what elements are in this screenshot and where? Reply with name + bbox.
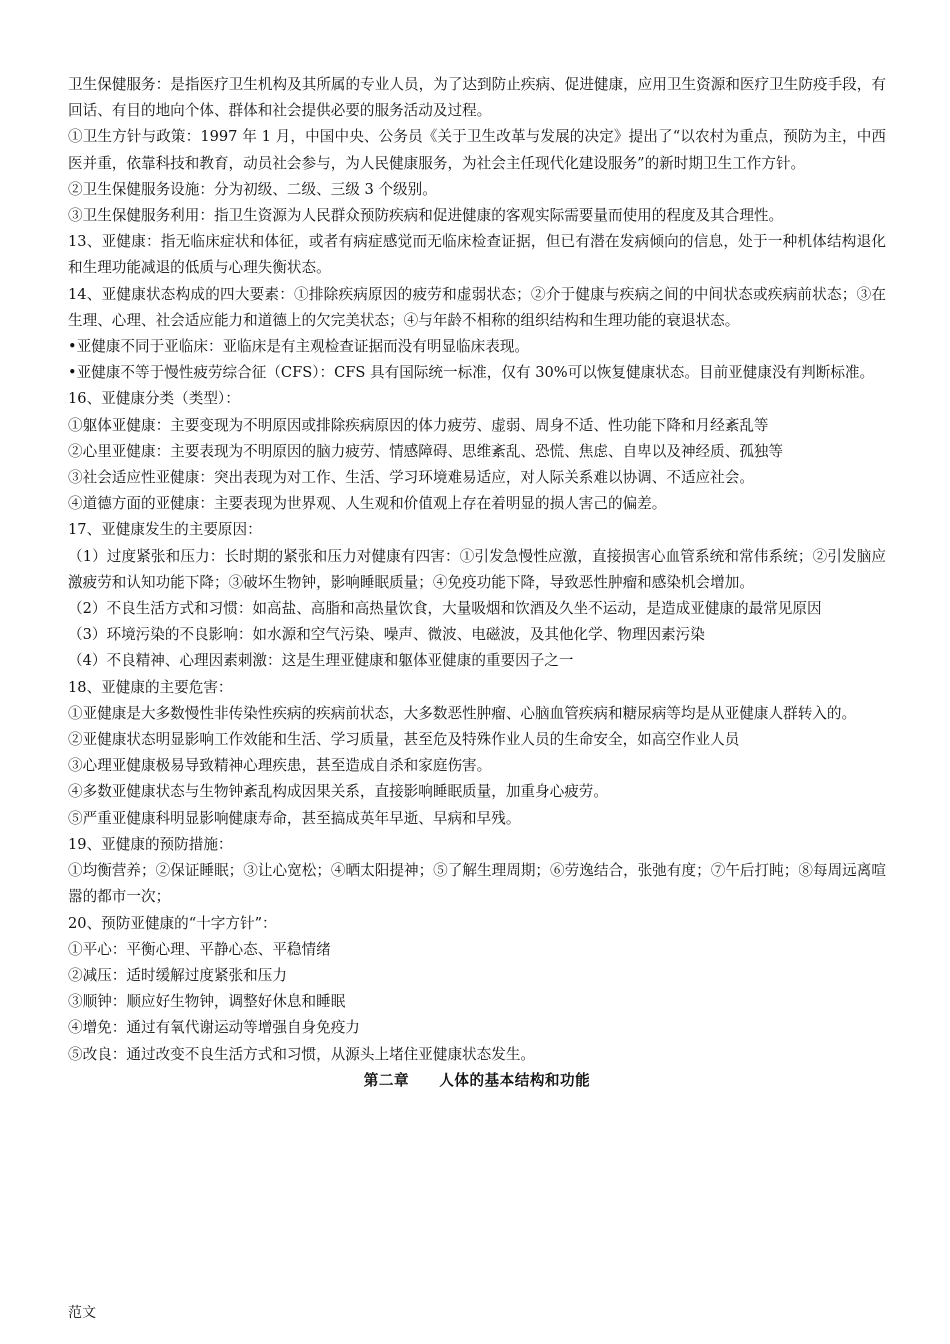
paragraph-policy: ①卫生方针与政策：1997 年 1 月，中国中央、公务员《关于卫生改革与发展的决定》提出了“以农村为重点，预防为主，中西医并重，依靠科技和教育，动员社会参与，为人民健康服务，为社会主任现代化建设服务”的新时期卫生工作方针。 bbox=[68, 128, 886, 172]
list-item: ④多数亚健康状态与生物钟紊乱构成因果关系，直接影响睡眠质量，加重身心疲劳。 bbox=[68, 783, 608, 801]
heading-16-classification: 16、亚健康分类（类型）： bbox=[68, 390, 240, 408]
heading-18-harms: 18、亚健康的主要危害： bbox=[68, 678, 233, 696]
document-body bbox=[68, 72, 886, 1094]
list-item: ③顺钟：顺应好生物钟，调整好休息和睡眠 bbox=[68, 993, 346, 1011]
paragraph-14-elements: 14、亚健康状态构成的四大要素：①排除疾病原因的疲劳和虚弱状态；②介于健康与疾病之间的中间状态或疾病前状态；③在生理、心理、社会适应能力和道德上的欠完美状态；④与年龄不相称的组织结构和生理功能的衰退状态。 bbox=[68, 285, 886, 329]
list-item: ①平心：平衡心理、平静心态、平稳情绪 bbox=[68, 940, 331, 958]
list-item: ②减压：适时缓解过度紧张和压力 bbox=[68, 966, 287, 984]
list-item: （2）不良生活方式和习惯：如高盐、高脂和高热量饮食，大量吸烟和饮酒及久坐不运动，是造成亚健康的最常见原因 bbox=[68, 600, 822, 618]
paragraph-utilization: ③卫生保健服务利用：指卫生资源为人民群众预防疾病和促进健康的客观实际需要量而使用的程度及其合理性。 bbox=[68, 207, 784, 225]
list-item: （3）环境污染的不良影响：如水源和空气污染、噪声、微波、电磁波，及其他化学、物理因素污染 bbox=[68, 626, 705, 644]
bullet-cfs: •亚健康不等于慢性疲劳综合征（CFS）：CFS 具有国际统一标准，仅有 30%可以恢复健康状态。目前亚健康没有判断标准。 bbox=[68, 364, 875, 382]
bullet-subclinical: •亚健康不同于亚临床：亚临床是有主观检查证据而没有明显临床表现。 bbox=[68, 338, 530, 356]
heading-20-ten-words: 20、预防亚健康的“十字方针”： bbox=[68, 914, 277, 932]
list-item: ②亚健康状态明显影响工作效能和生活、学习质量，甚至危及特殊作业人员的生命安全，如高空作业人员 bbox=[68, 731, 740, 749]
list-item: ④增免：通过有氧代谢运动等增强自身免疫力 bbox=[68, 1019, 360, 1037]
list-item: （4）不良精神、心理因素刺激：这是生理亚健康和躯体亚健康的重要因子之一 bbox=[68, 652, 574, 670]
list-item: （1）过度紧张和压力：长时期的紧张和压力对健康有四害：①引发急慢性应激，直接损害心血管系统和常伟系统；②引发脑应激疲劳和认知功能下降；③破坏生物钟，影响睡眠质量；④免疫功能下降，导致恶性肿瘤和感染机会增加。 bbox=[68, 547, 886, 591]
paragraph-13-subhealth: 13、亚健康：指无临床症状和体征，或者有病症感觉而无临床检查证据，但已有潜在发病倾向的信息，处于一种机体结构退化和生理功能减退的低质与心理失衡状态。 bbox=[68, 233, 886, 277]
paragraph-health-service: 卫生保健服务：是指医疗卫生机构及其所属的专业人员，为了达到防止疾病、促进健康，应用卫生资源和医疗卫生防疫手段，有回话、有目的地向个体、群体和社会提供必要的服务活动及过程。 bbox=[68, 76, 886, 120]
list-item: ④道德方面的亚健康：主要表现为世界观、人生观和价值观上存在着明显的损人害己的偏差。 bbox=[68, 495, 667, 513]
list-item: ⑤改良：通过改变不良生活方式和习惯，从源头上堵住亚健康状态发生。 bbox=[68, 1045, 536, 1063]
list-item: ②心里亚健康：主要表现为不明原因的脑力疲劳、情感障碍、思维紊乱、恐慌、焦虑、自卑以及神经质、孤独等 bbox=[68, 442, 784, 460]
list-item: ③心理亚健康极易导致精神心理疾患，甚至造成自杀和家庭伤害。 bbox=[68, 757, 492, 775]
list-item: ①亚健康是大多数慢性非传染性疾病的疾病前状态，大多数恶性肿瘤、心脑血管疾病和糖尿病等均是从亚健康人群转入的。 bbox=[68, 704, 857, 722]
list-item: ①躯体亚健康：主要变现为不明原因或排除疾病原因的体力疲劳、虚弱、周身不适、性功能下降和月经紊乱等 bbox=[68, 416, 769, 434]
page-footer: 范文 bbox=[68, 1305, 96, 1321]
chapter-title: 第二章 人体的基本结构和功能 bbox=[363, 1071, 591, 1089]
list-item: ①均衡营养；②保证睡眠；③让心宽松；④晒太阳提神；⑤了解生理周期；⑥劳逸结合，张弛有度；⑦午后打盹；⑧每周远离喧嚣的都市一次； bbox=[68, 862, 886, 906]
heading-19-prevention: 19、亚健康的预防措施： bbox=[68, 835, 233, 853]
paragraph-facilities: ②卫生保健服务设施：分为初级、二级、三级 3 个级别。 bbox=[68, 180, 437, 198]
heading-17-causes: 17、亚健康发生的主要原因： bbox=[68, 521, 262, 539]
list-item: ③社会适应性亚健康：突出表现为对工作、生活、学习环境难易适应，对人际关系难以协调、不适应社会。 bbox=[68, 469, 754, 487]
list-item: ⑤严重亚健康科明显影响健康寿命，甚至搞成英年早逝、早病和早残。 bbox=[68, 809, 521, 827]
